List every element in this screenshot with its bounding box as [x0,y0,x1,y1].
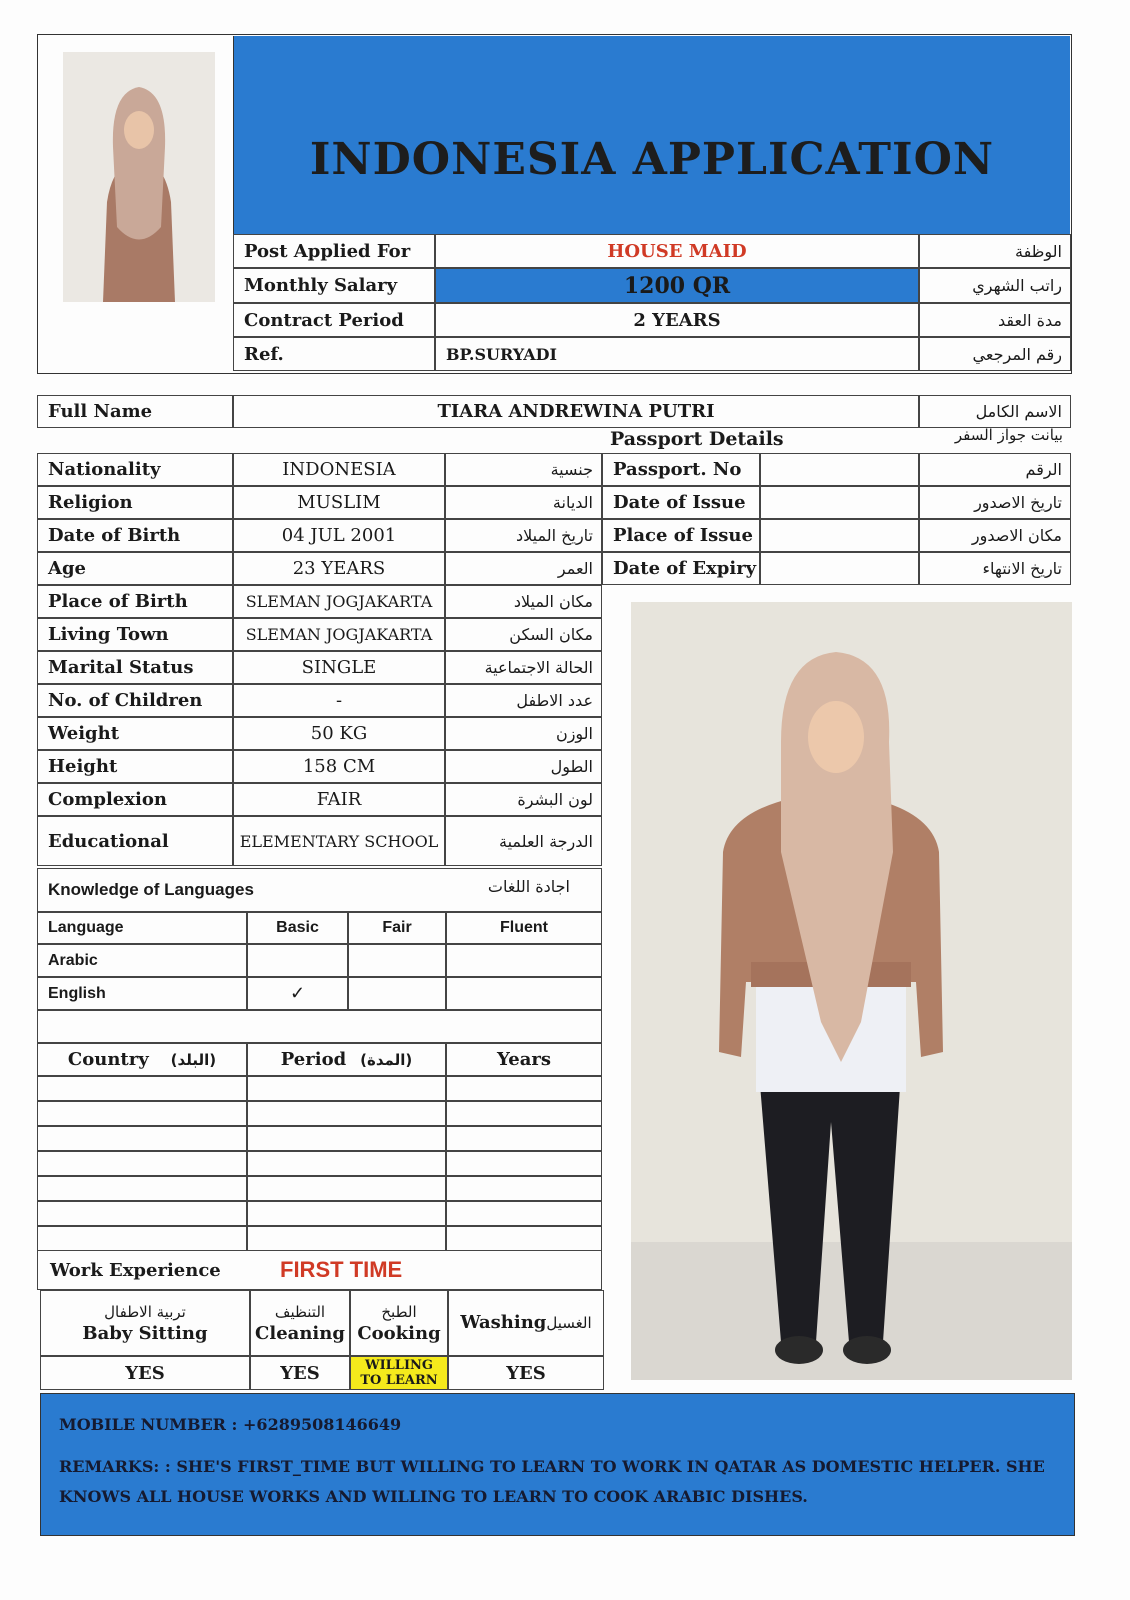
job-row-arabic: الوظفة [919,234,1071,268]
personal-row-arabic: تاريخ الميلاد [445,519,602,552]
language-name: English [37,977,247,1010]
skill-english: Cooking [357,1323,441,1344]
job-row-value: 2 YEARS [435,303,919,337]
country-cell [37,1101,247,1126]
passport-row-arabic: تاريخ الانتهاء [919,552,1071,585]
country-cell [37,1201,247,1226]
language-header: Fluent [446,912,602,944]
years-header: Years [446,1043,602,1076]
skill-arabic: الطبخ [381,1303,417,1321]
job-row-value: BP.SURYADI [435,337,919,371]
years-cell [446,1076,602,1101]
personal-row-label: Age [37,552,233,585]
country-cell [37,1126,247,1151]
passport-row-arabic: تاريخ الاصدور [919,486,1071,519]
passport-details-title: Passport Details [610,428,784,450]
full-name-value: TIARA ANDREWINA PUTRI [233,395,919,428]
job-row-arabic: رقم المرجعي [919,337,1071,371]
passport-row-value [760,453,919,486]
footer-block [40,1393,1075,1536]
personal-row-value: MUSLIM [233,486,445,519]
skill-english: Cleaning [255,1323,345,1344]
skill-english: Baby Sitting [82,1323,208,1344]
personal-row-label: Height [37,750,233,783]
skill-arabic: الغسيل [546,1314,592,1332]
language-basic: ✓ [247,977,348,1010]
years-cell [446,1151,602,1176]
country-cell [37,1226,247,1251]
years-cell [446,1101,602,1126]
job-row-arabic: راتب الشهري [919,268,1071,303]
personal-row-arabic: مكان الميلاد [445,585,602,618]
applicant-photo-small [63,52,215,302]
period-cell [247,1176,446,1201]
language-basic [247,944,348,977]
skill-header [350,1290,448,1356]
job-row-label: Post Applied For [233,234,435,268]
personal-row-label: Date of Birth [37,519,233,552]
personal-row-label: Nationality [37,453,233,486]
passport-row-arabic: مكان الاصدور [919,519,1071,552]
language-fair [348,944,446,977]
country-label-arabic: (البلد) [170,1050,217,1069]
language-fair [348,977,446,1010]
personal-row-value: - [233,684,445,717]
job-row-label: Monthly Salary [233,268,435,303]
work-experience-value: FIRST TIME [280,1257,403,1282]
skill-value: YES [250,1356,350,1390]
language-fluent [446,944,602,977]
period-cell [247,1201,446,1226]
language-fluent [446,977,602,1010]
job-row-arabic: مدة العقد [919,303,1071,337]
skill-arabic: التنظيف [274,1303,326,1321]
country-cell [37,1151,247,1176]
skill-value: YES [40,1356,250,1390]
years-cell [446,1226,602,1251]
title-banner [233,36,1070,234]
personal-row-arabic: الوزن [445,717,602,750]
passport-row-value [760,486,919,519]
period-cell [247,1226,446,1251]
personal-row-arabic: الديانة [445,486,602,519]
personal-row-value: 50 KG [233,717,445,750]
period-cell [247,1101,446,1126]
work-experience-row [37,1250,602,1290]
personal-row-arabic: لون البشرة [445,783,602,816]
personal-row-label: Place of Birth [37,585,233,618]
work-experience-label: Work Experience [50,1259,221,1281]
passport-row-label: Passport. No [602,453,760,486]
passport-row-label: Date of Expiry [602,552,760,585]
passport-details-title-arabic: بيانت جواز السفر [954,426,1063,444]
personal-row-label: No. of Children [37,684,233,717]
languages-title: Knowledge of Languages [48,880,254,899]
period-cell [247,1126,446,1151]
years-cell [446,1201,602,1226]
skill-header [448,1290,604,1356]
full-name-label: Full Name [37,395,233,428]
country-cell [37,1076,247,1101]
passport-row-label: Date of Issue [602,486,760,519]
personal-row-arabic: الطول [445,750,602,783]
personal-row-arabic: عدد الاطفل [445,684,602,717]
skill-header [250,1290,350,1356]
passport-row-value [760,552,919,585]
skill-header [40,1290,250,1356]
job-row-label: Ref. [233,337,435,371]
personal-row-value: 04 JUL 2001 [233,519,445,552]
passport-row-label: Place of Issue [602,519,760,552]
spacer-row [37,1010,602,1043]
personal-row-value: SLEMAN JOGJAKARTA [233,618,445,651]
personal-row-arabic: العمر [445,552,602,585]
skill-english: Washing [460,1312,547,1333]
personal-row-arabic: الحالة الاجتماعية [445,651,602,684]
personal-row-value: SINGLE [233,651,445,684]
personal-row-label: Complexion [37,783,233,816]
country-header [37,1043,247,1076]
job-row-value: 1200 QR [435,268,919,303]
personal-row-value: ELEMENTARY SCHOOL [233,816,445,866]
skill-arabic: تربية الاطفال [104,1303,186,1321]
country-label: Country [67,1049,149,1070]
applicant-photo-full [631,602,1072,1380]
skill-value: WILLING TO LEARN [350,1356,448,1390]
language-name: Arabic [37,944,247,977]
full-name-arabic: الاسم الكامل [919,395,1071,428]
passport-row-arabic: الرقم [919,453,1071,486]
passport-row-value [760,519,919,552]
years-cell [446,1126,602,1151]
years-cell [446,1176,602,1201]
job-row-label: Contract Period [233,303,435,337]
mobile-number: MOBILE NUMBER : +6289508146649 [59,1415,402,1434]
period-label: Period [280,1049,347,1070]
personal-row-arabic: مكان السكن [445,618,602,651]
personal-row-value: 23 YEARS [233,552,445,585]
country-cell [37,1176,247,1201]
page-title: INDONESIA APPLICATION [309,133,995,185]
personal-row-label: Weight [37,717,233,750]
job-row-value: HOUSE MAID [435,234,919,268]
personal-row-label: Marital Status [37,651,233,684]
personal-row-value: 158 CM [233,750,445,783]
personal-row-value: SLEMAN JOGJAKARTA [233,585,445,618]
period-label-arabic: (المدة) [360,1050,413,1069]
language-header: Language [37,912,247,944]
personal-row-label: Religion [37,486,233,519]
personal-row-arabic: الدرجة العلمية [445,816,602,866]
personal-row-value: FAIR [233,783,445,816]
language-header: Fair [348,912,446,944]
language-header: Basic [247,912,348,944]
skill-value: YES [448,1356,604,1390]
personal-row-label: Living Town [37,618,233,651]
personal-row-value: INDONESIA [233,453,445,486]
languages-title-arabic: اجادة اللغات [487,877,570,896]
personal-row-label: Educational [37,816,233,866]
period-cell [247,1076,446,1101]
remarks-text: REMARKS: : SHE'S FIRST_TIME BUT WILLING TO LEARN TO WORK IN QATAR AS DOMESTIC HELPER. SHE KNOWS ALL HOUSE WORKS AND WILLING TO LEARN TO COOK ARABIC DISHES. [59,1457,1045,1506]
period-header [247,1043,446,1076]
period-cell [247,1151,446,1176]
personal-row-arabic: جنسية [445,453,602,486]
